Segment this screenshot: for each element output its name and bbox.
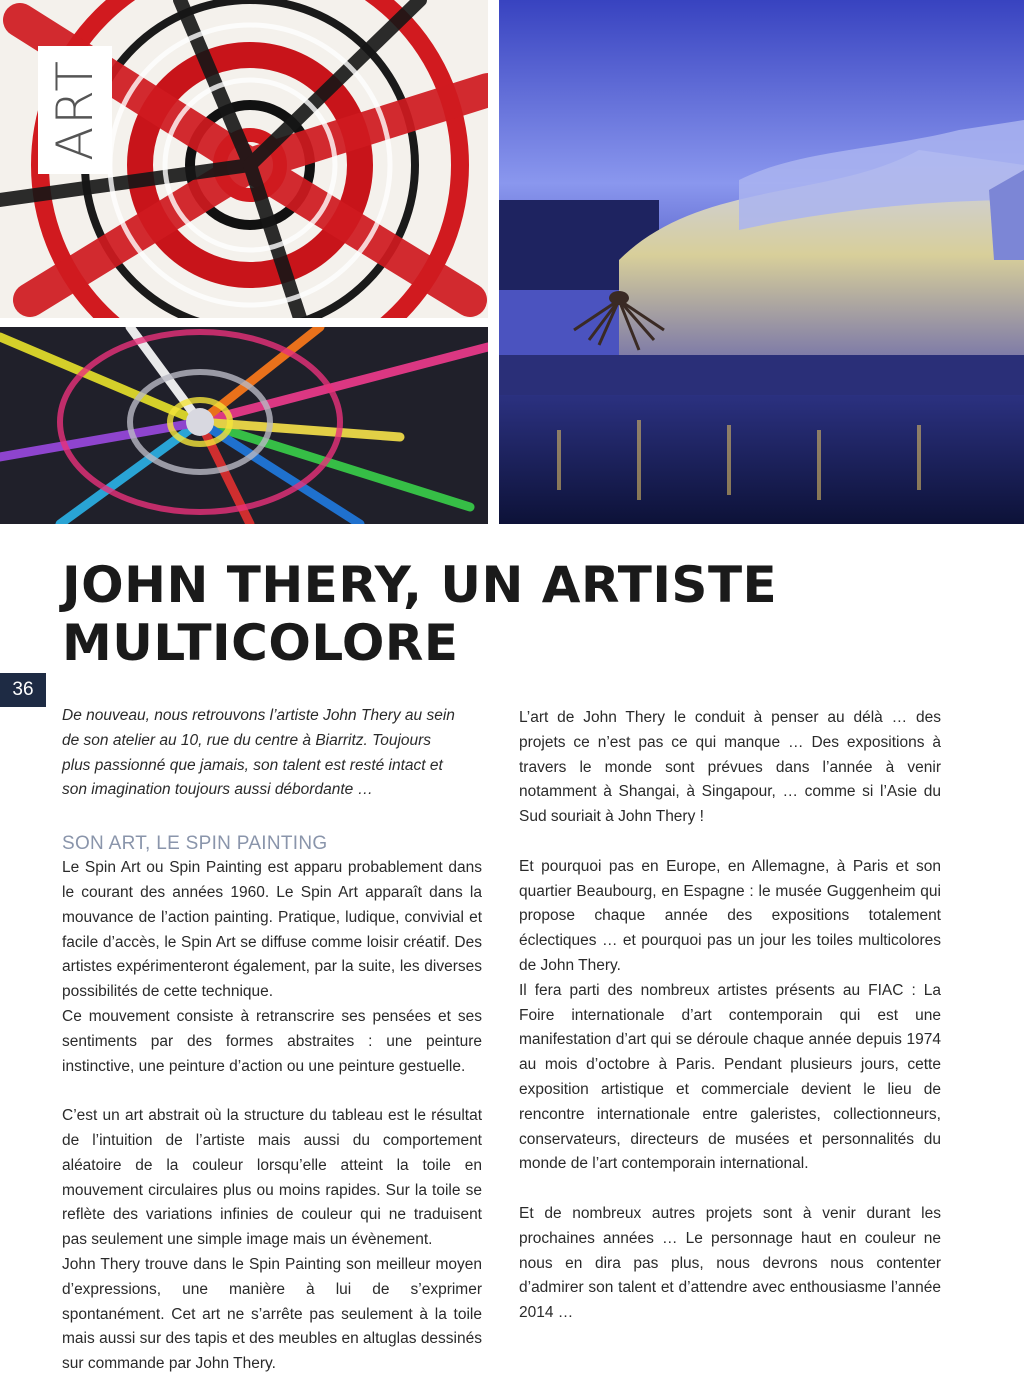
article-title-line-1: JOHN THERY, UN ARTISTE: [62, 556, 778, 614]
body-paragraph: Il fera parti des nombreux artistes présents au FIAC : La Foire internationale d’art contemporain qui est une manifestation d’art qui se déroule chaque année depuis 1974 au mois d’octobre à Paris. Pendant plusieurs jours, cette exposition artistique et commerciale devient le lieu de rencontre internationale entre galeristes, collectionneurs, conservateurs, directeurs de musées et personnalités du monde de l’art contemporain international.: [519, 981, 941, 1173]
section-subheading: SON ART, LE SPIN PAINTING: [62, 833, 328, 855]
spin-painting-multicolor-photo: [0, 327, 488, 524]
body-paragraph: Le Spin Art ou Spin Painting est apparu probablement dans le courant des années 1960. Le Spin Art apparaît dans la mouvance de l’action painting. Pratique, ludique, convivial et facile d’accès, le Spin Art se diffuse comme loisir créatif. Des artistes expérimenteront également, par la suite, les diverses possibilités de cette technique.: [62, 859, 482, 1001]
article-intro: [62, 704, 482, 803]
paragraph-gap: [62, 1079, 482, 1104]
section-label-tab: [38, 46, 112, 174]
article-column-right: [519, 706, 941, 1326]
intro-line: plus passionné que jamais, son talent est resté intact et: [62, 756, 443, 774]
article-column-left: [62, 704, 482, 1377]
page-number: 36: [0, 673, 46, 707]
body-paragraph: L’art de John Thery le conduit à penser au délà … des projets ce n’est pas ce qui manque … Des expositions à travers le monde sont prévues dans l’année à venir notamment à Shangai, à Singapour, … comme si l’Asie du Sud souriait à John Thery !: [519, 709, 941, 826]
body-paragraph: John Thery trouve dans le Spin Painting son meilleur moyen d’expressions, une manière à lui de s’exprimer spontanément. Cet art ne s’arrête pas seulement à la toile mais aussi sur des tapis et des meubles en altuglas dessinés sur commande par John Thery.: [62, 1255, 482, 1373]
intro-line: de son atelier au 10, rue du centre à Biarritz. Toujours: [62, 731, 432, 749]
guggenheim-museum-photo: [499, 0, 1024, 524]
intro-line: son imagination toujours aussi débordante …: [62, 781, 374, 799]
article-title-line-2: MULTICOLORE: [62, 614, 459, 672]
article-title: [62, 556, 962, 672]
body-paragraph: Ce mouvement consiste à retranscrire ses pensées et ses sentiments par des formes abstraites : une peinture instinctive, une peinture d’action ou une peinture gestuelle.: [62, 1007, 482, 1075]
paragraph-gap: [519, 830, 941, 855]
intro-line: De nouveau, nous retrouvons l’artiste John Thery au sein: [62, 707, 455, 724]
body-paragraph: Et de nombreux autres projets sont à venir durant les prochaines années … Le personnage haut en couleur ne nous en dira pas plus, nous devrons nous contenter d’admirer son talent et d’attendre avec enthousiasme l’année 2014 …: [519, 1204, 941, 1322]
paragraph-gap: [519, 1177, 941, 1202]
section-label: ART: [46, 59, 105, 161]
body-paragraph: C’est un art abstrait où la structure du tableau est le résultat de l’intuition de l’artiste mais aussi du comportement aléatoire de la couleur lorsqu’elle atteint la toile en mouvement circulaires plus ou moins rapides. Sur la toile se reflète des variations infinies de couleur qui ne traduisent pas seulement une simple image mais un évènement.: [62, 1107, 482, 1249]
body-paragraph: Et pourquoi pas en Europe, en Allemagne, à Paris et son quartier Beaubourg, en Espagne : le musée Guggenheim qui propose chaque année des expositions totalement éclectiques … et pourquoi pas un jour les toiles multicolores de John Thery.: [519, 857, 941, 974]
